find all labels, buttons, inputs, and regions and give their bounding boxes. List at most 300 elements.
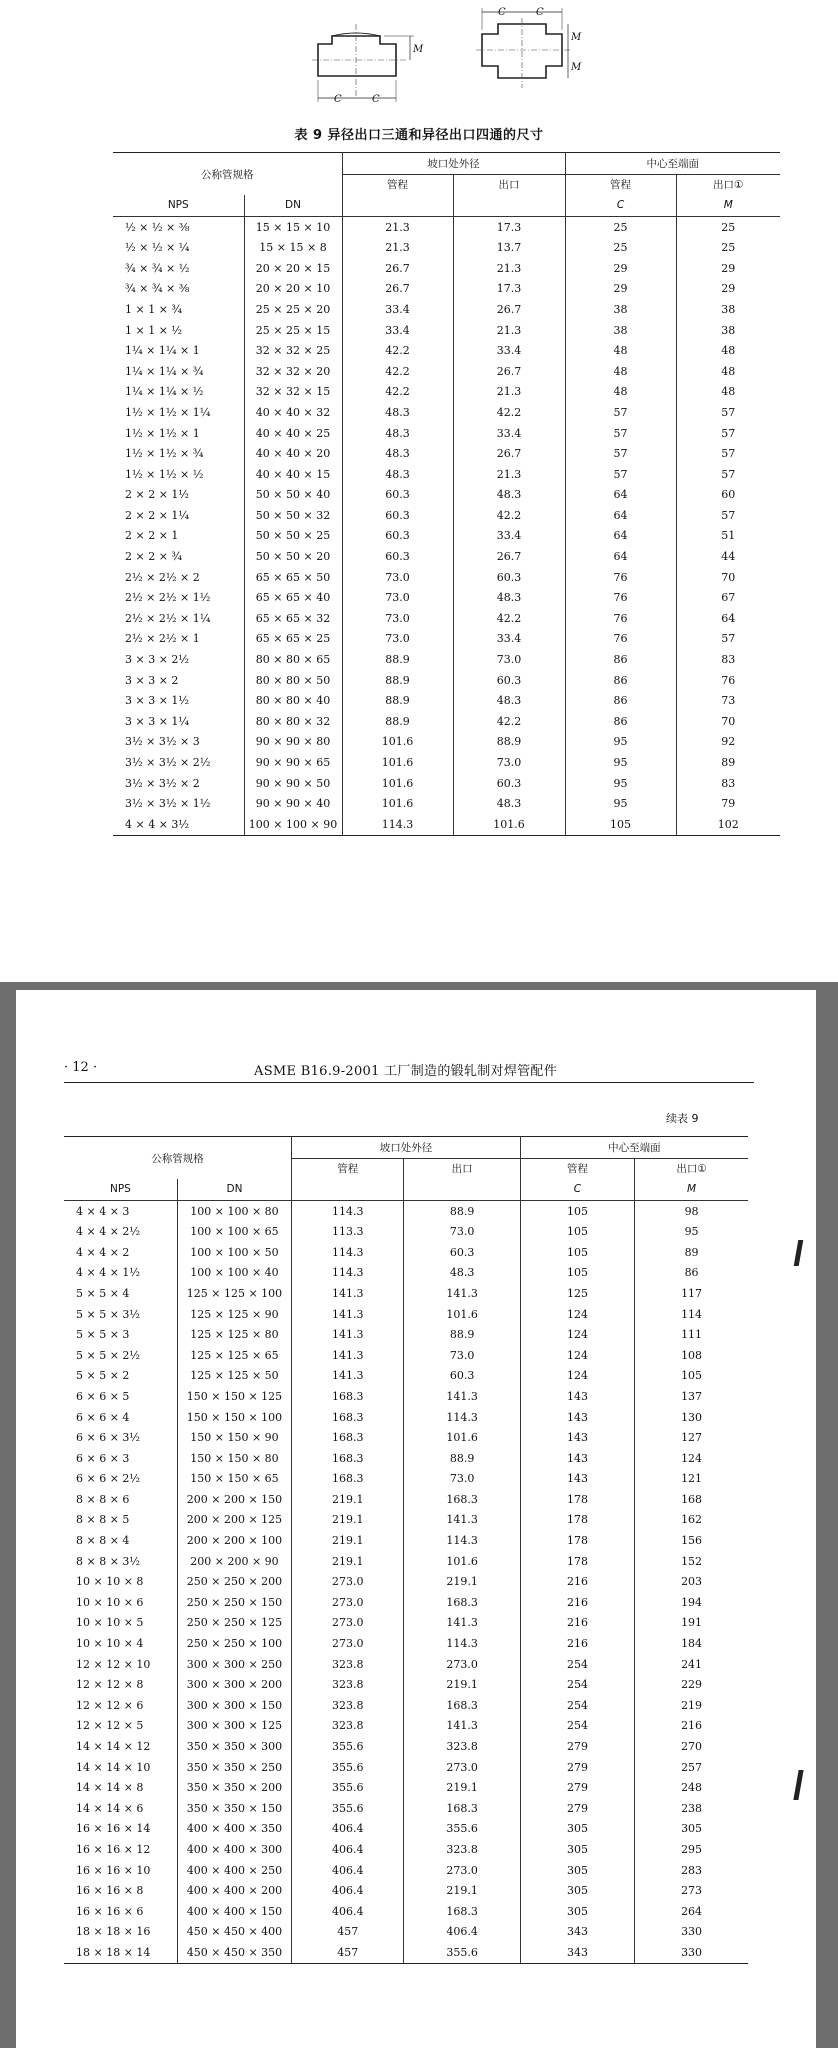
- cell-run-od: 48.3: [342, 402, 453, 423]
- cell-c: 279: [520, 1798, 634, 1819]
- table-row: [64, 1407, 748, 1428]
- cell-c: 254: [520, 1716, 634, 1737]
- cell-c: 105: [565, 814, 676, 835]
- cell-outlet-od: 114.3: [404, 1530, 520, 1551]
- cell-c: 64: [565, 485, 676, 506]
- cell-nps: 10 × 10 × 6: [76, 1595, 144, 1609]
- cell-outlet-od: 168.3: [404, 1798, 520, 1819]
- cell-outlet-od: 168.3: [404, 1695, 520, 1716]
- cell-run-od: 406.4: [292, 1880, 404, 1901]
- cell-run-od: 26.7: [342, 279, 453, 300]
- cell-dn: 50 × 50 × 32: [244, 505, 342, 526]
- cell-outlet-od: 168.3: [404, 1592, 520, 1613]
- cell-c: 86: [565, 670, 676, 691]
- cell-run-od: 168.3: [292, 1386, 404, 1407]
- cell-m: 257: [635, 1757, 748, 1778]
- table-row: [113, 464, 780, 485]
- cell-c: 105: [520, 1242, 634, 1263]
- cell-dn: 25 × 25 × 15: [244, 320, 342, 341]
- cell-outlet-od: 33.4: [453, 423, 565, 444]
- cell-m: 38: [676, 320, 780, 341]
- cell-run-od: 101.6: [342, 752, 453, 773]
- cell-outlet-od: 219.1: [404, 1880, 520, 1901]
- cell-nps: 10 × 10 × 5: [76, 1616, 144, 1630]
- table-row: [113, 690, 780, 711]
- cell-outlet-od: 42.2: [453, 711, 565, 732]
- diagram-label-c: C: [334, 94, 342, 105]
- table-row: [113, 505, 780, 526]
- cell-nps: 3 × 3 × 2: [125, 673, 179, 687]
- cell-m: 270: [635, 1736, 748, 1757]
- cell-c: 95: [565, 773, 676, 794]
- table-row: [64, 1386, 748, 1407]
- cell-dn: 125 × 125 × 90: [177, 1304, 291, 1325]
- cell-m: 156: [635, 1530, 748, 1551]
- cell-c: 76: [565, 587, 676, 608]
- cell-nps: 14 × 14 × 10: [76, 1760, 151, 1774]
- cell-c: 178: [520, 1530, 634, 1551]
- cell-m: 162: [635, 1510, 748, 1531]
- cell-run-od: 33.4: [342, 299, 453, 320]
- cell-m: 203: [635, 1571, 748, 1592]
- cell-m: 57: [676, 505, 780, 526]
- table-row: [64, 1654, 748, 1675]
- table-row: [64, 1469, 748, 1490]
- cell-dn: 40 × 40 × 25: [244, 423, 342, 444]
- cell-dn: 90 × 90 × 65: [244, 752, 342, 773]
- cell-outlet-od: 88.9: [404, 1324, 520, 1345]
- table-row: [64, 1283, 748, 1304]
- margin-pen-mark: [793, 1770, 803, 1800]
- cell-dn: 65 × 65 × 40: [244, 587, 342, 608]
- cell-c: 64: [565, 526, 676, 547]
- header-outlet-note: 出口①: [635, 1158, 748, 1179]
- table-caption: 表 9 异径出口三通和异径出口四通的尺寸: [294, 128, 544, 143]
- cell-m: 121: [635, 1469, 748, 1490]
- cell-run-od: 73.0: [342, 608, 453, 629]
- table-row: [64, 1798, 748, 1819]
- cell-m: 73: [676, 690, 780, 711]
- cell-nps: 3½ × 3½ × 2: [125, 776, 200, 790]
- cell-c: 279: [520, 1777, 634, 1798]
- table-row: [64, 1304, 748, 1325]
- cell-m: 25: [676, 216, 780, 237]
- cell-run-od: 141.3: [292, 1345, 404, 1366]
- cell-nps: 2½ × 2½ × 1¼: [125, 611, 211, 625]
- cell-dn: 450 × 450 × 350: [177, 1942, 291, 1963]
- table-row: [64, 1530, 748, 1551]
- table-row: [113, 402, 780, 423]
- cell-dn: 90 × 90 × 80: [244, 732, 342, 753]
- header-outlet-note: 出口①: [676, 174, 780, 195]
- cell-run-od: 48.3: [342, 443, 453, 464]
- cell-nps: 5 × 5 × 3½: [76, 1307, 141, 1321]
- table-row: [64, 1922, 748, 1943]
- cell-m: 76: [676, 670, 780, 691]
- cell-nps: 3½ × 3½ × 2½: [125, 756, 211, 770]
- table-row: [64, 1777, 748, 1798]
- cell-nps: 1¼ × 1¼ × ½: [125, 385, 204, 399]
- table-row: [113, 443, 780, 464]
- cell-m: 248: [635, 1777, 748, 1798]
- cell-c: 254: [520, 1695, 634, 1716]
- table-row: [64, 1551, 748, 1572]
- header-bevel-od: 坡口处外径: [342, 153, 565, 175]
- cell-c: 305: [520, 1819, 634, 1840]
- cell-run-od: 273.0: [292, 1613, 404, 1634]
- cell-outlet-od: 33.4: [453, 629, 565, 650]
- cell-m: 57: [676, 423, 780, 444]
- cell-m: 44: [676, 546, 780, 567]
- cell-m: 48: [676, 382, 780, 403]
- table-row: [113, 711, 780, 732]
- cell-run-od: 60.3: [342, 485, 453, 506]
- cell-dn: 350 × 350 × 250: [177, 1757, 291, 1778]
- header-nps: NPS: [113, 195, 244, 216]
- cell-dn: 150 × 150 × 125: [177, 1386, 291, 1407]
- table-row: [113, 216, 780, 237]
- cell-nps: 1½ × 1½ × ¾: [125, 447, 204, 461]
- cell-c: 143: [520, 1386, 634, 1407]
- cell-run-od: 21.3: [342, 216, 453, 237]
- cell-outlet-od: 60.3: [453, 773, 565, 794]
- cell-m: 238: [635, 1798, 748, 1819]
- cell-dn: 80 × 80 × 50: [244, 670, 342, 691]
- cell-nps: 5 × 5 × 4: [76, 1286, 130, 1300]
- cell-c: 279: [520, 1757, 634, 1778]
- diagram-label-c: C: [372, 94, 380, 105]
- header-run: 管程: [342, 174, 453, 195]
- cell-run-od: 219.1: [292, 1551, 404, 1572]
- cell-dn: 65 × 65 × 25: [244, 629, 342, 650]
- cell-c: 57: [565, 402, 676, 423]
- cell-outlet-od: 48.3: [453, 793, 565, 814]
- cell-dn: 32 × 32 × 20: [244, 361, 342, 382]
- table-row: [64, 1221, 748, 1242]
- cell-outlet-od: 273.0: [404, 1654, 520, 1675]
- diagram-label-m: M: [413, 44, 424, 55]
- cell-nps: 16 × 16 × 14: [76, 1822, 151, 1836]
- cell-dn: 80 × 80 × 32: [244, 711, 342, 732]
- cell-nps: 6 × 6 × 2½: [76, 1472, 141, 1486]
- cell-outlet-od: 273.0: [404, 1757, 520, 1778]
- continued-label: 续表 9: [666, 1112, 699, 1125]
- cell-c: 124: [520, 1366, 634, 1387]
- cell-m: 67: [676, 587, 780, 608]
- cell-nps: 10 × 10 × 4: [76, 1637, 144, 1651]
- cell-m: 229: [635, 1674, 748, 1695]
- cell-run-od: 168.3: [292, 1469, 404, 1490]
- table-row: [64, 1448, 748, 1469]
- cell-c: 25: [565, 237, 676, 258]
- page-number: · 12 ·: [64, 1060, 98, 1075]
- cell-c: 95: [565, 752, 676, 773]
- table-row: [64, 1263, 748, 1284]
- table-row: [64, 1489, 748, 1510]
- cell-outlet-od: 101.6: [453, 814, 565, 835]
- cell-c: 254: [520, 1654, 634, 1675]
- cell-outlet-od: 406.4: [404, 1922, 520, 1943]
- cell-outlet-od: 101.6: [404, 1304, 520, 1325]
- cell-outlet-od: 141.3: [404, 1716, 520, 1737]
- cell-nps: 10 × 10 × 8: [76, 1575, 144, 1589]
- cell-c: 178: [520, 1489, 634, 1510]
- table-row: [113, 732, 780, 753]
- cell-m: 29: [676, 279, 780, 300]
- cell-nps: 4 × 4 × 2½: [76, 1225, 141, 1239]
- table-row: [64, 1901, 748, 1922]
- table-row: [113, 814, 780, 835]
- cell-c: 29: [565, 258, 676, 279]
- header-rule: [64, 1082, 754, 1083]
- cell-nps: 2½ × 2½ × 1: [125, 632, 200, 646]
- cell-outlet-od: 48.3: [453, 690, 565, 711]
- cell-outlet-od: 60.3: [404, 1366, 520, 1387]
- cell-m: 64: [676, 608, 780, 629]
- cell-dn: 125 × 125 × 65: [177, 1345, 291, 1366]
- cell-dn: 100 × 100 × 40: [177, 1263, 291, 1284]
- cell-nps: 3½ × 3½ × 1½: [125, 797, 211, 811]
- cell-c: 48: [565, 361, 676, 382]
- cell-nps: 12 × 12 × 6: [76, 1698, 144, 1712]
- dimensions-table-9: [113, 152, 780, 836]
- cell-run-od: 88.9: [342, 711, 453, 732]
- cell-nps: 14 × 14 × 8: [76, 1781, 144, 1795]
- table-row: [64, 1716, 748, 1737]
- cell-outlet-od: 141.3: [404, 1386, 520, 1407]
- cell-nps: 2 × 2 × 1: [125, 529, 179, 543]
- table-row: [64, 1819, 748, 1840]
- cell-dn: 90 × 90 × 50: [244, 773, 342, 794]
- table-row: [113, 382, 780, 403]
- cell-run-od: 60.3: [342, 546, 453, 567]
- cell-dn: 50 × 50 × 20: [244, 546, 342, 567]
- cell-nps: 1 × 1 × ¾: [125, 302, 183, 316]
- cell-c: 38: [565, 320, 676, 341]
- cell-m: 219: [635, 1695, 748, 1716]
- cell-m: 51: [676, 526, 780, 547]
- diagram-label-c: C: [536, 7, 544, 18]
- cell-dn: 65 × 65 × 32: [244, 608, 342, 629]
- cell-nps: 12 × 12 × 5: [76, 1719, 144, 1733]
- table-row: [64, 1860, 748, 1881]
- cell-dn: 65 × 65 × 50: [244, 567, 342, 588]
- cell-m: 57: [676, 443, 780, 464]
- dimensions-table-9-continued: [64, 1136, 748, 1964]
- cell-m: 95: [635, 1221, 748, 1242]
- cell-dn: 300 × 300 × 200: [177, 1674, 291, 1695]
- cell-m: 216: [635, 1716, 748, 1737]
- cell-outlet-od: 21.3: [453, 258, 565, 279]
- cell-run-od: 88.9: [342, 670, 453, 691]
- cross-fitting-diagram: [474, 4, 584, 112]
- table-row: [113, 279, 780, 300]
- cell-run-od: 219.1: [292, 1510, 404, 1531]
- cell-m: 191: [635, 1613, 748, 1634]
- cell-m: 48: [676, 361, 780, 382]
- cell-run-od: 101.6: [342, 793, 453, 814]
- header-dn: DN: [177, 1179, 291, 1200]
- cell-outlet-od: 101.6: [404, 1551, 520, 1572]
- cell-outlet-od: 323.8: [404, 1736, 520, 1757]
- cell-dn: 80 × 80 × 40: [244, 690, 342, 711]
- cell-outlet-od: 168.3: [404, 1489, 520, 1510]
- cell-run-od: 355.6: [292, 1798, 404, 1819]
- cell-c: 143: [520, 1448, 634, 1469]
- cell-run-od: 219.1: [292, 1530, 404, 1551]
- cell-nps: 2½ × 2½ × 2: [125, 570, 200, 584]
- cell-c: 64: [565, 505, 676, 526]
- table-row: [113, 546, 780, 567]
- cell-dn: 100 × 100 × 90: [244, 814, 342, 835]
- cell-outlet-od: 73.0: [404, 1469, 520, 1490]
- cell-nps: 5 × 5 × 2: [76, 1369, 130, 1383]
- table-row: [113, 670, 780, 691]
- cell-m: 111: [635, 1324, 748, 1345]
- cell-run-od: 355.6: [292, 1736, 404, 1757]
- cell-m: 330: [635, 1942, 748, 1963]
- cell-m: 295: [635, 1839, 748, 1860]
- cell-run-od: 42.2: [342, 382, 453, 403]
- cell-nps: 16 × 16 × 6: [76, 1904, 144, 1918]
- cell-dn: 100 × 100 × 50: [177, 1242, 291, 1263]
- cell-run-od: 168.3: [292, 1427, 404, 1448]
- cell-dn: 300 × 300 × 150: [177, 1695, 291, 1716]
- cell-outlet-od: 26.7: [453, 361, 565, 382]
- cell-run-od: 114.3: [292, 1242, 404, 1263]
- cell-run-od: 273.0: [292, 1571, 404, 1592]
- cell-c: 64: [565, 546, 676, 567]
- cell-run-od: 273.0: [292, 1592, 404, 1613]
- cell-outlet-od: 88.9: [404, 1448, 520, 1469]
- cell-nps: 3 × 3 × 1¼: [125, 714, 190, 728]
- table-row: [113, 567, 780, 588]
- cell-nps: 2½ × 2½ × 1½: [125, 591, 211, 605]
- cell-run-od: 406.4: [292, 1839, 404, 1860]
- table-row: [113, 485, 780, 506]
- header-run: 管程: [292, 1158, 404, 1179]
- cell-run-od: 114.3: [292, 1200, 404, 1221]
- cell-dn: 350 × 350 × 300: [177, 1736, 291, 1757]
- cell-dn: 300 × 300 × 125: [177, 1716, 291, 1737]
- cell-dn: 200 × 200 × 90: [177, 1551, 291, 1572]
- table-row: [113, 793, 780, 814]
- running-title: ASME B16.9-2001 工厂制造的锻轧制对焊管配件: [254, 1064, 558, 1079]
- cell-nps: ¾ × ¾ × ⅜: [125, 282, 190, 296]
- table-row: [64, 1880, 748, 1901]
- cell-run-od: 21.3: [342, 237, 453, 258]
- cell-dn: 200 × 200 × 125: [177, 1510, 291, 1531]
- cell-nps: 12 × 12 × 8: [76, 1678, 144, 1692]
- table-row: [113, 299, 780, 320]
- cell-nps: 14 × 14 × 12: [76, 1740, 151, 1754]
- table-row: [113, 649, 780, 670]
- cell-c: 76: [565, 629, 676, 650]
- table-row: [113, 320, 780, 341]
- cell-m: 89: [676, 752, 780, 773]
- cell-c: 25: [565, 216, 676, 237]
- cell-m: 283: [635, 1860, 748, 1881]
- cell-dn: 150 × 150 × 65: [177, 1469, 291, 1490]
- header-nominal-size: 公称管规格: [151, 1152, 204, 1165]
- cell-m: 152: [635, 1551, 748, 1572]
- table-row: [113, 258, 780, 279]
- cell-nps: 18 × 18 × 16: [76, 1925, 151, 1939]
- cell-nps: 16 × 16 × 10: [76, 1863, 151, 1877]
- cell-outlet-od: 60.3: [453, 567, 565, 588]
- document-page-2: [16, 990, 816, 2048]
- table-row: [113, 773, 780, 794]
- cell-c: 143: [520, 1427, 634, 1448]
- cell-m: 108: [635, 1345, 748, 1366]
- cell-m: 86: [635, 1263, 748, 1284]
- cell-run-od: 33.4: [342, 320, 453, 341]
- cell-run-od: 42.2: [342, 361, 453, 382]
- cell-dn: 125 × 125 × 50: [177, 1366, 291, 1387]
- cell-c: 105: [520, 1221, 634, 1242]
- diagram-label-m: M: [571, 62, 582, 73]
- cell-outlet-od: 60.3: [453, 670, 565, 691]
- table-row: [64, 1613, 748, 1634]
- cell-c: 95: [565, 732, 676, 753]
- cell-c: 57: [565, 423, 676, 444]
- cell-c: 216: [520, 1633, 634, 1654]
- cell-m: 83: [676, 649, 780, 670]
- diagram-label-c: C: [498, 7, 506, 18]
- cell-dn: 200 × 200 × 100: [177, 1530, 291, 1551]
- cell-dn: 400 × 400 × 150: [177, 1901, 291, 1922]
- cell-dn: 20 × 20 × 10: [244, 279, 342, 300]
- cell-outlet-od: 141.3: [404, 1613, 520, 1634]
- header-dn: DN: [244, 195, 342, 216]
- cell-outlet-od: 219.1: [404, 1571, 520, 1592]
- cell-c: 124: [520, 1324, 634, 1345]
- header-run: 管程: [565, 174, 676, 195]
- cell-c: 57: [565, 443, 676, 464]
- cell-c: 216: [520, 1613, 634, 1634]
- cell-outlet-od: 73.0: [404, 1345, 520, 1366]
- cell-run-od: 141.3: [292, 1283, 404, 1304]
- cell-nps: 1 × 1 × ½: [125, 323, 183, 337]
- cell-outlet-od: 21.3: [453, 382, 565, 403]
- table-row: [64, 1200, 748, 1221]
- cell-m: 70: [676, 711, 780, 732]
- cell-nps: 3 × 3 × 1½: [125, 694, 190, 708]
- cell-run-od: 114.3: [342, 814, 453, 835]
- cell-m: 264: [635, 1901, 748, 1922]
- cell-c: 48: [565, 382, 676, 403]
- cell-dn: 20 × 20 × 15: [244, 258, 342, 279]
- cell-run-od: 48.3: [342, 423, 453, 444]
- cell-nps: 4 × 4 × 3: [76, 1204, 130, 1218]
- cell-c: 124: [520, 1304, 634, 1325]
- cell-dn: 40 × 40 × 20: [244, 443, 342, 464]
- cell-c: 105: [520, 1263, 634, 1284]
- cell-outlet-od: 13.7: [453, 237, 565, 258]
- cell-nps: 14 × 14 × 6: [76, 1801, 144, 1815]
- cell-nps: 4 × 4 × 3½: [125, 817, 190, 831]
- cell-outlet-od: 21.3: [453, 464, 565, 485]
- cell-c: 343: [520, 1922, 634, 1943]
- cell-c: 38: [565, 299, 676, 320]
- cell-run-od: 457: [292, 1942, 404, 1963]
- cell-dn: 150 × 150 × 90: [177, 1427, 291, 1448]
- cell-nps: 6 × 6 × 3: [76, 1451, 130, 1465]
- cell-m: 48: [676, 340, 780, 361]
- table-row: [64, 1366, 748, 1387]
- table-row: [113, 361, 780, 382]
- cell-outlet-od: 168.3: [404, 1901, 520, 1922]
